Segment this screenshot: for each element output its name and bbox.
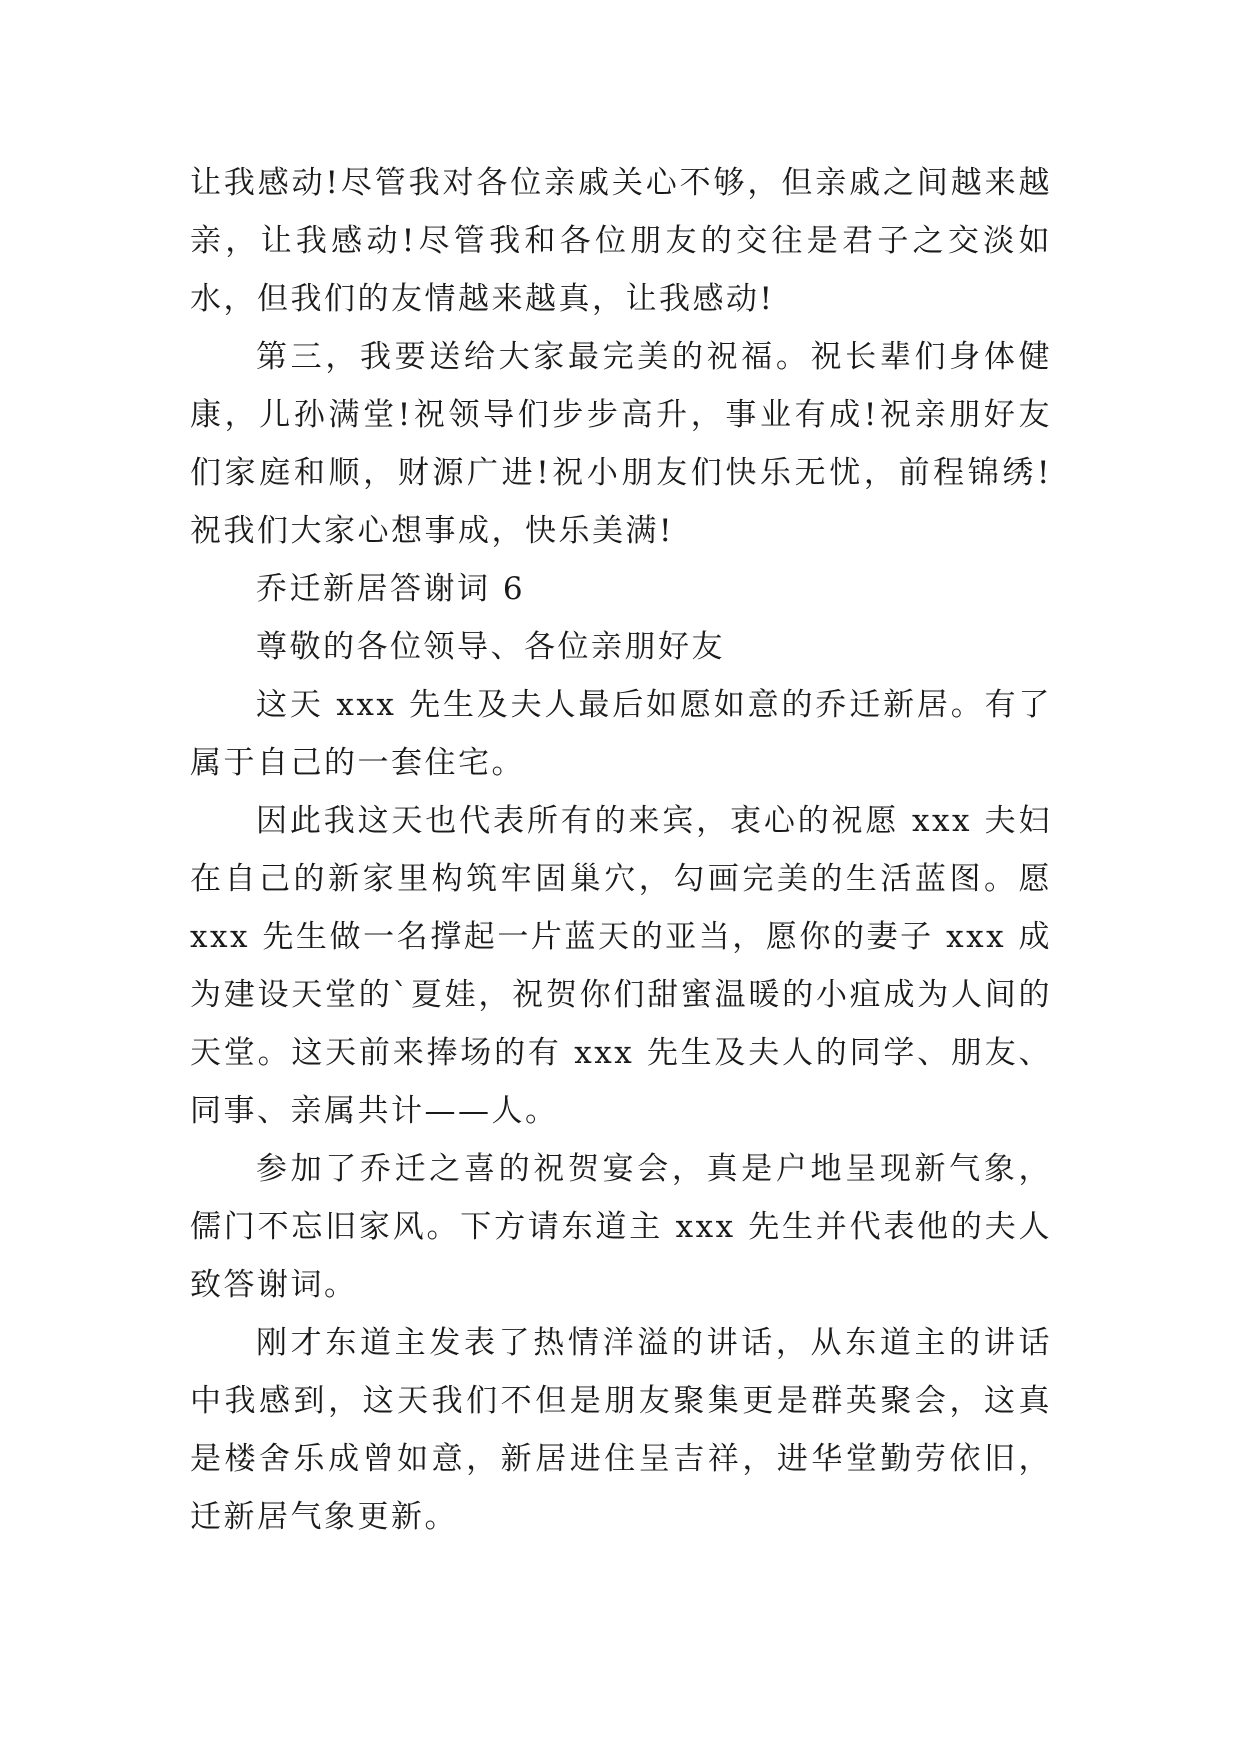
paragraph-7: 参加了乔迁之喜的祝贺宴会，真是户地呈现新气象，儒门不忘旧家风。下方请东道主 xxx 先生并代表他的夫人致答谢词。 — [190, 1151, 1052, 1303]
paragraph-6: 因此我这天也代表所有的来宾，衷心的祝愿 xxx 夫妇在自己的新家里构筑牢固巢穴，勾画完美的生活蓝图。愿 xxx 先生做一名撑起一片蓝天的亚当，愿你的妻子 xxx 成为建设天堂的`夏娃，祝贺你们甜蜜温暖的小疽成为人间的天堂。这天前来捧场的有 xxx 先生及夫人的同学、朋友、同事、亲属共计——人。 — [190, 803, 1065, 1129]
section-heading: 乔迁新居答谢词 6 — [256, 571, 526, 607]
paragraph-5: 这天 xxx 先生及夫人最后如愿如意的乔迁新居。有了属于自己的一套住宅。 — [190, 687, 1052, 781]
paragraph-2: 第三，我要送给大家最完美的祝福。祝长辈们身体健康，儿孙满堂!祝领导们步步高升，事业有成!祝亲朋好友们家庭和顺，财源广进!祝小朋友们快乐无忧，前程锦绣!祝我们大家心想事成，快乐美满! — [190, 339, 1052, 549]
salutation: 尊敬的各位领导、各位亲朋好友 — [256, 629, 725, 665]
paragraph-8: 刚才东道主发表了热情洋溢的讲话，从东道主的讲话中我感到，这天我们不但是朋友聚集更是群英聚会，这真是楼舍乐成曾如意，新居进住呈吉祥，进华堂勤劳依旧，迁新居气象更新。 — [190, 1325, 1052, 1535]
document-body — [190, 154, 1065, 1546]
paragraph-1: 让我感动!尽管我对各位亲戚关心不够，但亲戚之间越来越亲，让我感动!尽管我和各位朋友的交往是君子之交淡如水，但我们的友情越来越真，让我感动! — [190, 165, 1052, 317]
